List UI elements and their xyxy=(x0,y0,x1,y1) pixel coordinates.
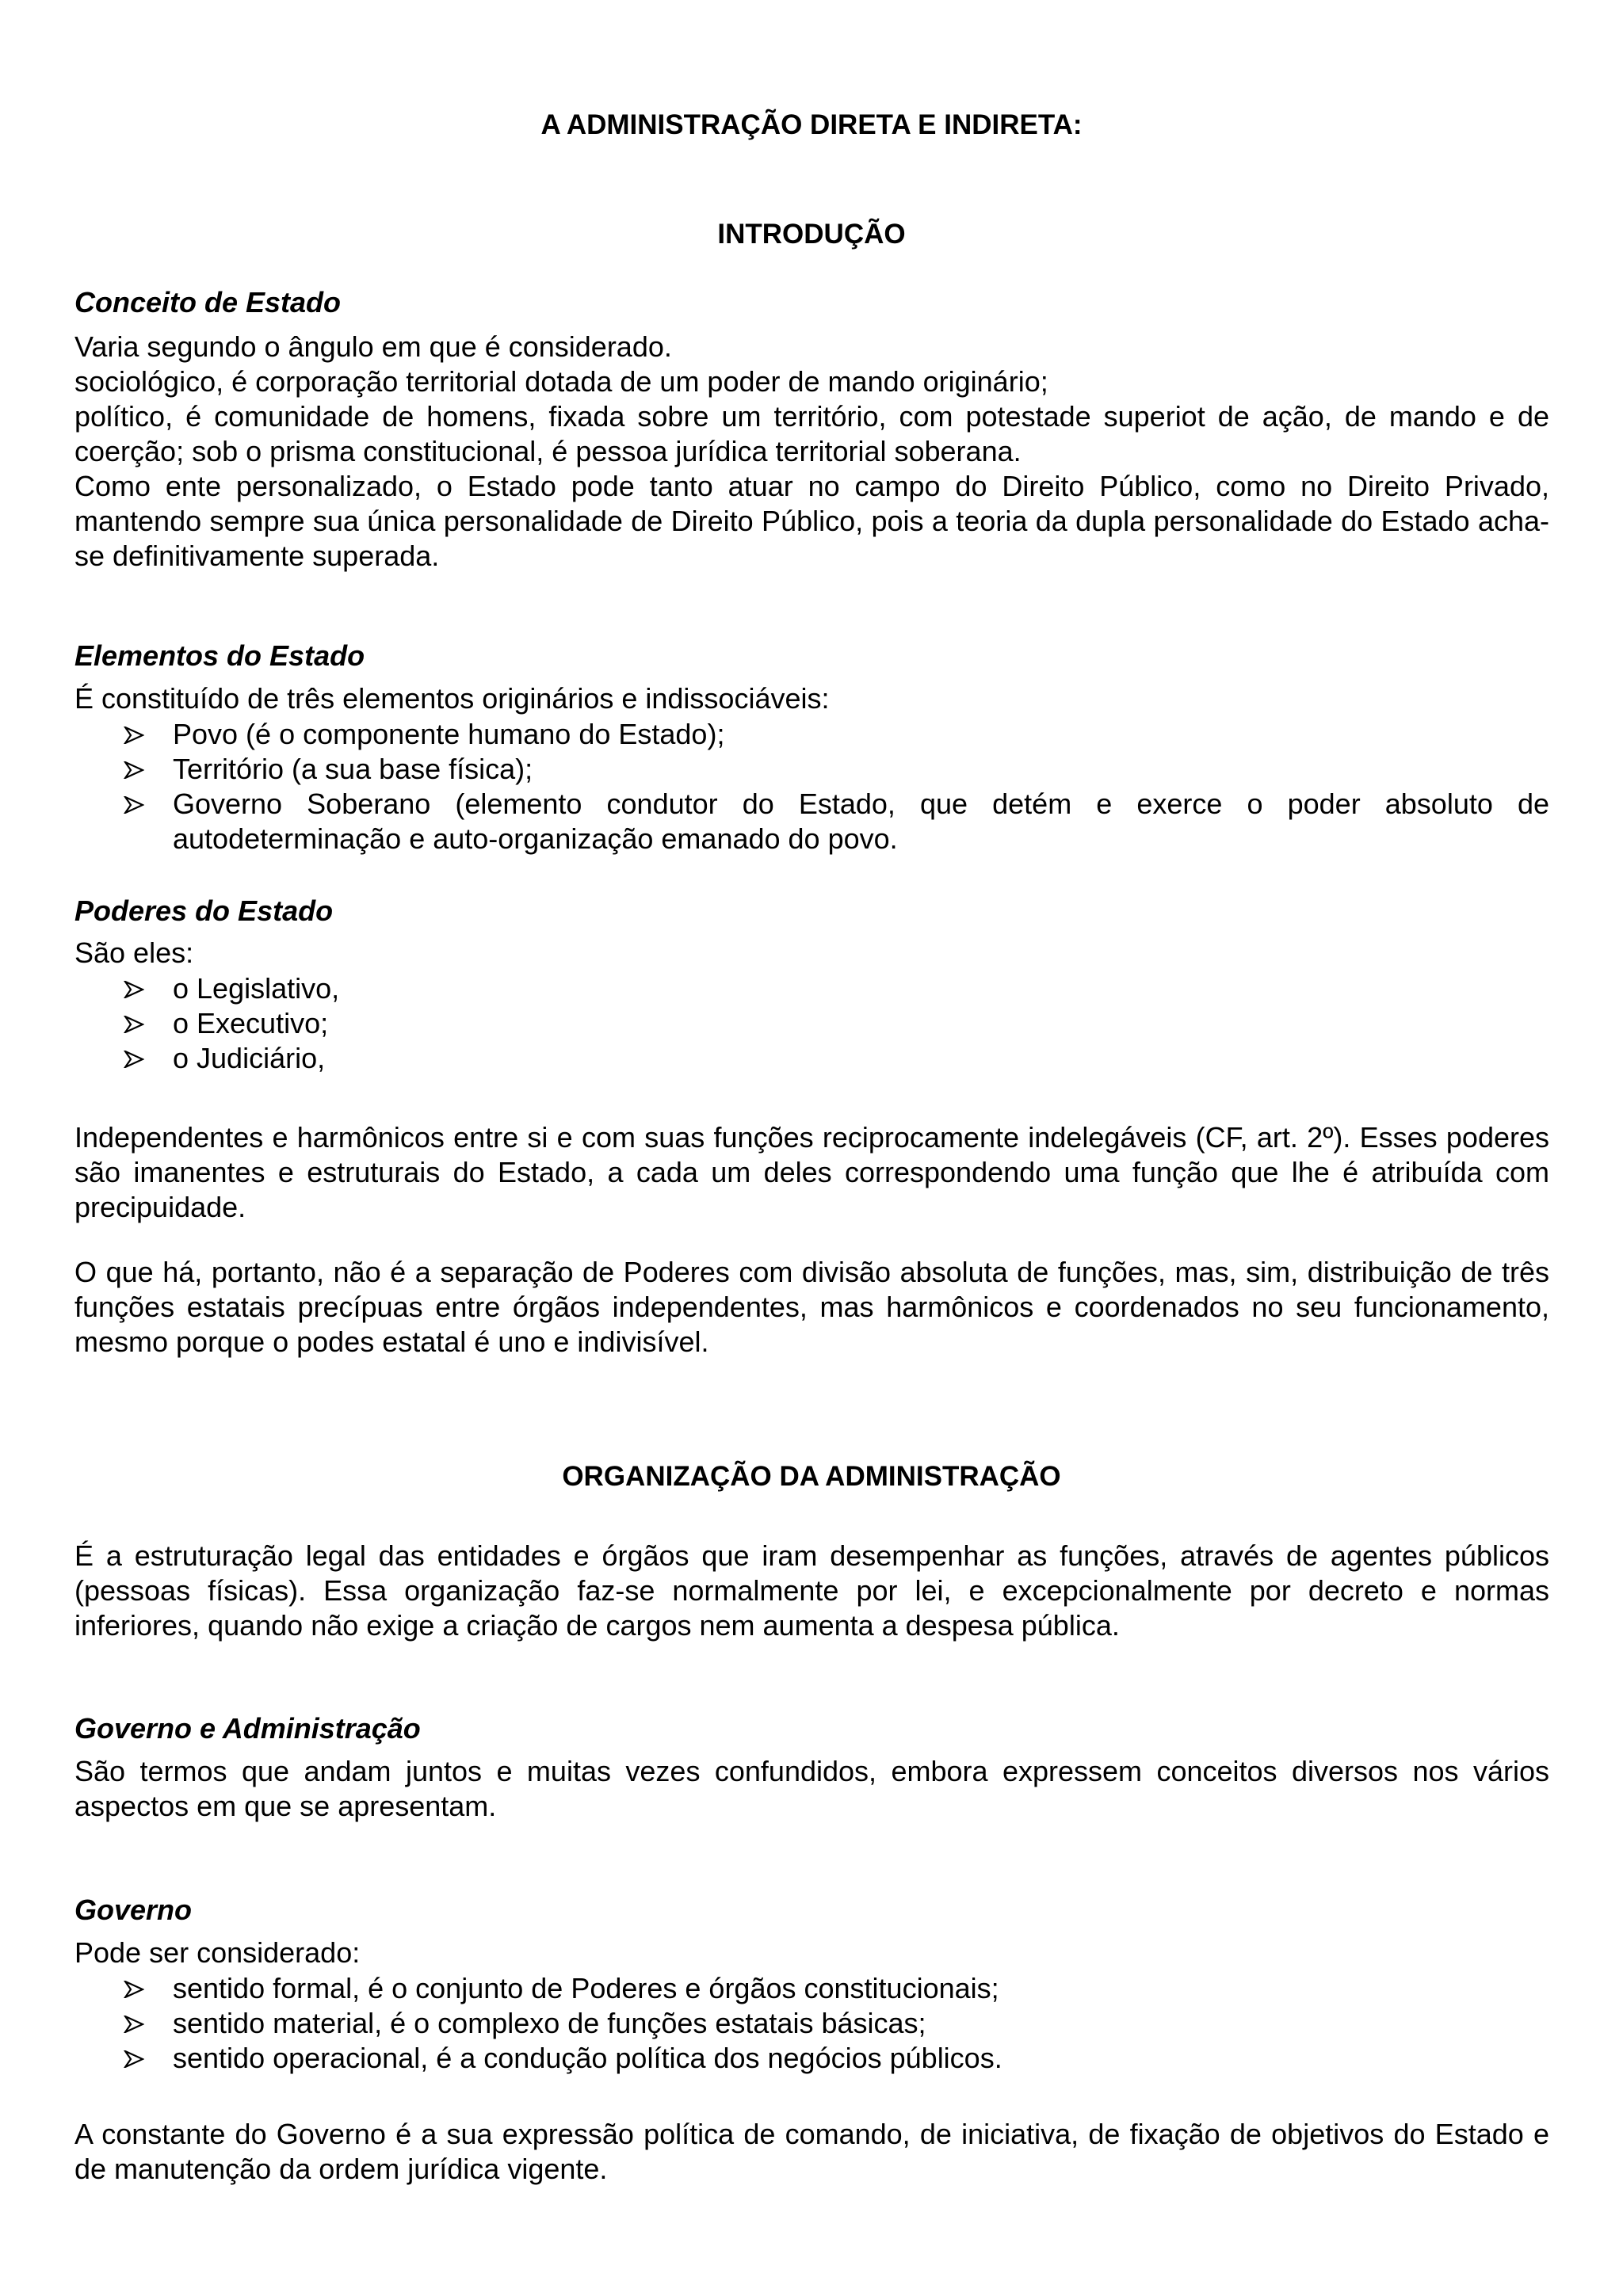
organizacao-paragraph: É a estruturação legal das entidades e órgãos que iram desempenhar as funções, através de agentes públicos (pessoas físicas). Essa organização faz-se normalmente por lei, e excepcionalmente por decreto e normas inferiores, quando não exige a criação de cargos nem aumenta a despesa pública. xyxy=(74,1539,1549,1642)
section-heading-conceito: Conceito de Estado xyxy=(74,286,342,318)
conceito-line: Varia segundo o ângulo em que é considerado. xyxy=(74,330,672,363)
introduction-heading: INTRODUÇÃO xyxy=(717,219,906,250)
section-heading-governo-administracao: Governo e Administração xyxy=(74,1712,421,1745)
section-heading-poderes: Poderes do Estado xyxy=(74,894,334,927)
poderes-intro: São eles: xyxy=(74,936,194,969)
list-item-text: Povo (é o componente humano do Estado); xyxy=(173,718,725,750)
section-heading-organizacao: ORGANIZAÇÃO DA ADMINISTRAÇÃO xyxy=(562,1461,1061,1492)
arrow-bullet-icon xyxy=(124,2006,147,2041)
list-item xyxy=(74,971,1549,1006)
list-item xyxy=(74,1971,1549,2006)
list-item xyxy=(74,2006,1549,2041)
list-item xyxy=(74,752,1549,787)
arrow-bullet-icon xyxy=(124,2041,147,2076)
governo-intro: Pode ser considerado: xyxy=(74,1936,361,1969)
arrow-bullet-icon xyxy=(124,717,147,752)
list-item-text: o Executivo; xyxy=(173,1007,329,1039)
list-item-text: o Legislativo, xyxy=(173,972,340,1005)
elementos-intro: É constituído de três elementos originários e indissociáveis: xyxy=(74,682,830,715)
arrow-bullet-icon xyxy=(124,787,147,822)
elementos-list xyxy=(74,717,1549,856)
list-item xyxy=(74,2041,1549,2076)
arrow-bullet-icon xyxy=(124,1006,147,1041)
governo-list xyxy=(74,1971,1549,2076)
document-title: A ADMINISTRAÇÃO DIRETA E INDIRETA: xyxy=(540,109,1083,140)
section-heading-governo: Governo xyxy=(74,1894,193,1926)
list-item xyxy=(74,1041,1549,1076)
conceito-line: sociológico, é corporação territorial dotada de um poder de mando originário; xyxy=(74,365,1048,398)
poderes-paragraph-1: Independentes e harmônicos entre si e com suas funções reciprocamente indelegáveis (CF, art. 2º). Esses poderes são imanentes e estruturais do Estado, a cada um deles correspondendo uma função que lhe é atribuída com precipuidade. xyxy=(74,1121,1549,1223)
list-item-text: o Judiciário, xyxy=(173,1042,326,1074)
arrow-bullet-icon xyxy=(124,1971,147,2006)
arrow-bullet-icon xyxy=(124,1041,147,1076)
conceito-line: Como ente personalizado, o Estado pode tanto atuar no campo do Direito Público, como no Direito Privado, mantendo sempre sua única personalidade de Direito Público, pois a teoria da dupla personalidade do Estado acha-se definitivamente superada. xyxy=(74,470,1549,572)
conceito-body xyxy=(74,330,1549,574)
governo-paragraph: A constante do Governo é a sua expressão política de comando, de iniciativa, de fixação de objetivos do Estado e de manutenção da ordem jurídica vigente. xyxy=(74,2118,1549,2185)
section-heading-elementos: Elementos do Estado xyxy=(74,639,365,672)
list-item-text: Território (a sua base física); xyxy=(173,753,533,785)
arrow-bullet-icon xyxy=(124,752,147,787)
list-item-text: Governo Soberano (elemento condutor do Estado, que detém e exerce o poder absoluto de autodeterminação e auto-organização emanado do povo. xyxy=(173,788,1549,855)
list-item-text: sentido formal, é o conjunto de Poderes e órgãos constitucionais; xyxy=(173,1972,999,2004)
list-item-text: sentido material, é o complexo de funções estatais básicas; xyxy=(173,2007,926,2039)
list-item xyxy=(74,717,1549,752)
list-item-text: sentido operacional, é a condução política dos negócios públicos. xyxy=(173,2042,1002,2074)
arrow-bullet-icon xyxy=(124,971,147,1006)
governo-administracao-paragraph: São termos que andam juntos e muitas vezes confundidos, embora expressem conceitos diversos nos vários aspectos em que se apresentam. xyxy=(74,1755,1549,1822)
list-item xyxy=(74,787,1549,856)
list-item xyxy=(74,1006,1549,1041)
conceito-line: político, é comunidade de homens, fixada sobre um território, com potestade superiot de ação, de mando e de coerção; sob o prisma constitucional, é pessoa jurídica territorial soberana. xyxy=(74,400,1549,467)
poderes-paragraph-2: O que há, portanto, não é a separação de Poderes com divisão absoluta de funções, mas, sim, distribuição de três funções estatais precípuas entre órgãos independentes, mas harmônicos e coordenados no seu funcionamento, mesmo porque o podes estatal é uno e indivisível. xyxy=(74,1256,1549,1358)
poderes-list xyxy=(74,971,1549,1076)
